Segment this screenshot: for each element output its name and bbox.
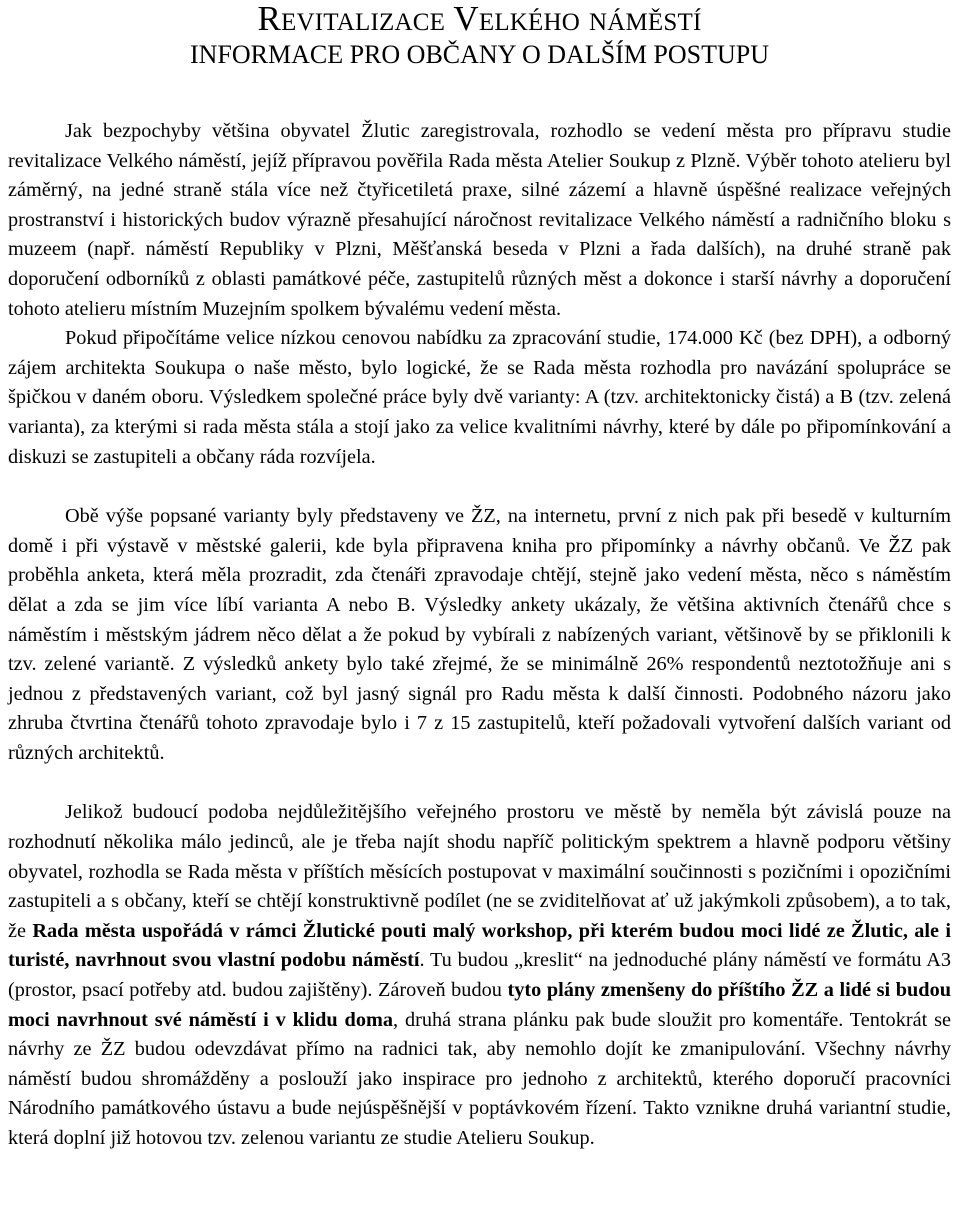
document-title	[8, 0, 951, 73]
workshop-text-part1: Jelikož budoucí podoba nejdůležitějšího veřejného prostoru ve městě by neměla být závislá pouze na rozhodnutí několika málo jedinců, ale je třeba najít shodu napříč politickým spektrem a hlavně podporu většiny obyvatel, rozhodla se Rada města v příštích měsících postupovat v maximální součinnosti s pozičními i opozičními zastupiteli a s občany, kteří se chtějí konstruktivně podílet (ne se zviditelňovat ať už jakýmkoli způsobem), a to tak, že	[8, 801, 951, 942]
paragraph-price: Pokud připočítáme velice nízkou cenovou nabídku za zpracování studie, 174.000 Kč (bez DPH), a odborný zájem architekta Soukupa o naše město, bylo logické, že se Rada města rozhodla pro navázání spolupráce se špičkou v daném oboru. Výsledkem společné práce byly dvě varianty: A (tzv. architektonicky čistá) a B (tzv. zelená varianta), za kterými si rada města stála a stojí jako za velice kvalitními návrhy, které by dále po připomínkování a diskuzi se zastupiteli a občany ráda rozvíjela.	[8, 327, 951, 468]
paragraph-variants: Obě výše popsané varianty byly představeny ve ŽZ, na internetu, první z nich pak při besedě v kulturním domě i při výstavě v městské galerii, kde byla připravena kniha pro připomínky a návrhy občanů. Ve ŽZ pak proběhla anketa, která měla prozradit, zda čtenáři zpravodaje chtějí, stejně jako vedení města, něco s náměstím dělat a zda se jim více líbí varianta A nebo B. Výsledky ankety ukázaly, že většina aktivních čtenářů chce s náměstím i městským jádrem něco dělat a že pokud by vybírali z nabízených variant, většinově by se přiklonili k tzv. zelené variantě. Z výsledků ankety bylo také zřejmé, že se minimálně 26% respondentů neztotožňuje ani s jednou z představených variant, což byl jasný signál pro Radu města k další činnosti. Podobného názoru jako zhruba čtvrtina čtenářů tohoto zpravodaje bylo i 7 z 15 zastupitelů, kteří požadovali vytvoření dalších variant od různých architektů.	[8, 505, 951, 764]
workshop-text-part2: . Tu budou „kreslit“ na jednoduché plány náměstí ve formátu A3 (prostor, psací potřeby atd. budou zajištěny). Zároveň budou	[8, 949, 951, 1002]
paragraph-intro: Jak bezpochyby většina obyvatel Žlutic zaregistrovala, rozhodlo se vedení města pro přípravu studie revitalizace Velkého náměstí, jejíž přípravou pověřila Rada města Atelier Soukup z Plzně. Výběr tohoto atelieru byl záměrný, na jedné straně stála více než čtyřicetiletá praxe, silné zázemí a hlavně úspěšné realizace veřejných prostranství i historických budov výrazně přesahující náročnost revitalizace Velkého náměstí a radničního bloku s muzeem (např. náměstí Republiky v Plzni, Měšťanská beseda v Plzni a řada dalších), na druhé straně pak doporučení odborníků z oblasti památkové péče, zastupitelů různých měst a dokonce i starší návrhy a doporučení tohoto atelieru místním Muzejním spolkem bývalému vedení města.	[8, 120, 951, 320]
workshop-text-bold2: tyto plány zmenšeny do příštího ŽZ a lidé si budou moci navrhnout své náměstí i v klidu doma	[8, 979, 951, 1031]
workshop-text-bold1: Rada města uspořádá v rámci Žlutické pouti malý workshop, při kterém budou moci lidé ze Žlutic, ale i turisté, navrhnout svou vlastní podobu náměstí	[8, 919, 951, 972]
title-subtitle: INFORMACE PRO OBČANY O DALŠÍM POSTUPU	[189, 40, 770, 69]
paragraph-workshop	[8, 798, 951, 1153]
workshop-text-part3: , druhá strana plánku pak bude sloužit pro komentáře. Tentokrát se návrhy ze ŽZ budou odevzdávat přímo na radnici tak, aby nemohlo dojít ke zmanipulování. Všechny návrhy náměstí budou shromážděny a poslouží jako inspirace pro jednoho z architektů, kterého doporučí pracovníci Národního památkového ústavu a bude nejúspěšnější v poptávkovém řízení. Takto vznikne druhá variantní studie, která doplní již hotovou tzv. zelenou variantu ze studie Atelieru Soukup.	[8, 1008, 951, 1149]
title-main: Revitalizace Velkého náměstí	[257, 0, 702, 38]
